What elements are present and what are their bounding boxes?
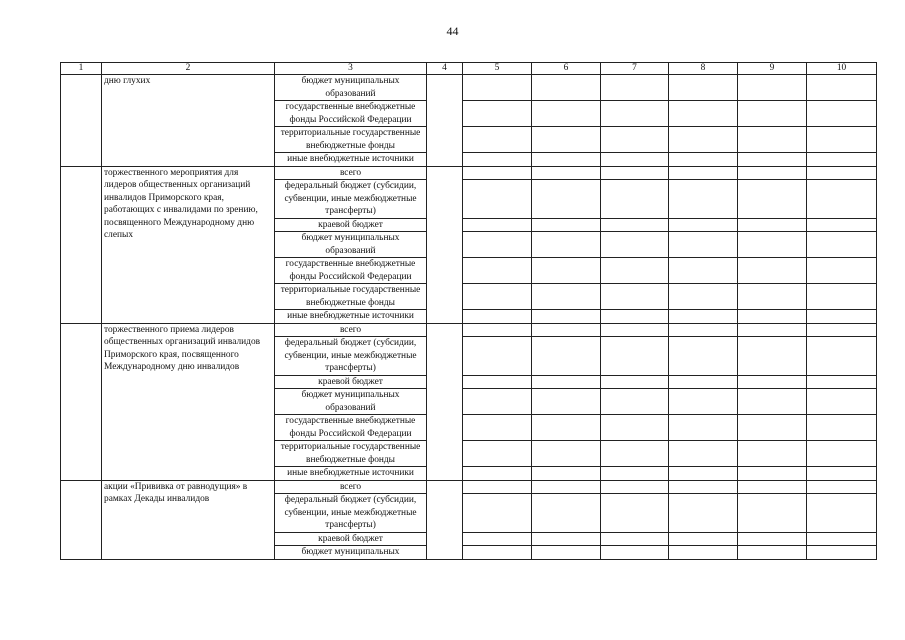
col1-cell: [61, 75, 102, 167]
value-cell: [738, 153, 807, 167]
funding-source-cell: краевой бюджет: [275, 532, 427, 546]
table-row: [61, 75, 877, 101]
page-number: 44: [446, 24, 459, 38]
value-cell: [532, 218, 601, 232]
value-cell: [601, 480, 669, 494]
value-cell: [669, 101, 738, 127]
value-cell: [807, 153, 877, 167]
event-name-cell: дню глухих: [102, 75, 275, 167]
value-cell: [463, 218, 532, 232]
value-cell: [807, 310, 877, 324]
funding-source-cell: иные внебюджетные источники: [275, 153, 427, 167]
value-cell: [669, 75, 738, 101]
value-cell: [601, 323, 669, 337]
value-cell: [669, 232, 738, 258]
funding-source-cell: государственные внебюджетные фонды Российской Федерации: [275, 415, 427, 441]
value-cell: [669, 415, 738, 441]
value-cell: [601, 153, 669, 167]
value-cell: [738, 258, 807, 284]
value-cell: [738, 284, 807, 310]
value-cell: [463, 494, 532, 533]
value-cell: [669, 166, 738, 180]
value-cell: [669, 310, 738, 324]
value-cell: [738, 101, 807, 127]
value-cell: [463, 415, 532, 441]
value-cell: [532, 284, 601, 310]
value-cell: [463, 284, 532, 310]
value-cell: [669, 480, 738, 494]
value-cell: [601, 127, 669, 153]
value-cell: [807, 232, 877, 258]
value-cell: [463, 546, 532, 560]
col4-cell: [427, 75, 463, 167]
value-cell: [601, 375, 669, 389]
value-cell: [532, 310, 601, 324]
funding-source-cell: краевой бюджет: [275, 218, 427, 232]
funding-source-cell: бюджет муниципальных образований: [275, 389, 427, 415]
event-name-cell: торжественного приема лидеров общественных организаций инвалидов Приморского края, посвященного Международному дню инвалидов: [102, 323, 275, 480]
value-cell: [669, 127, 738, 153]
funding-source-cell: государственные внебюджетные фонды Российской Федерации: [275, 258, 427, 284]
value-cell: [532, 375, 601, 389]
value-cell: [601, 218, 669, 232]
value-cell: [738, 480, 807, 494]
value-cell: [532, 323, 601, 337]
value-cell: [601, 284, 669, 310]
value-cell: [532, 101, 601, 127]
value-cell: [463, 258, 532, 284]
table-row: [61, 480, 877, 494]
value-cell: [669, 441, 738, 467]
value-cell: [601, 532, 669, 546]
value-cell: [601, 415, 669, 441]
value-cell: [807, 323, 877, 337]
value-cell: [669, 180, 738, 219]
value-cell: [807, 532, 877, 546]
value-cell: [738, 127, 807, 153]
value-cell: [532, 258, 601, 284]
col1-cell: [61, 323, 102, 480]
funding-source-cell: территориальные государственные внебюджетные фонды: [275, 284, 427, 310]
value-cell: [807, 337, 877, 376]
value-cell: [532, 389, 601, 415]
funding-source-cell: федеральный бюджет (субсидии, субвенции, иные межбюджетные трансферты): [275, 180, 427, 219]
value-cell: [532, 232, 601, 258]
funding-source-cell: территориальные государственные внебюджетные фонды: [275, 441, 427, 467]
value-cell: [601, 180, 669, 219]
value-cell: [807, 127, 877, 153]
header-cell: 8: [669, 63, 738, 75]
value-cell: [601, 494, 669, 533]
value-cell: [738, 375, 807, 389]
value-cell: [669, 532, 738, 546]
value-cell: [601, 310, 669, 324]
value-cell: [463, 75, 532, 101]
value-cell: [532, 166, 601, 180]
value-cell: [738, 467, 807, 481]
value-cell: [807, 441, 877, 467]
header-cell: 6: [532, 63, 601, 75]
value-cell: [738, 532, 807, 546]
value-cell: [807, 467, 877, 481]
event-name-cell: акции «Прививка от равнодущия» в рамках Декады инвалидов: [102, 480, 275, 559]
value-cell: [807, 166, 877, 180]
value-cell: [463, 467, 532, 481]
funding-source-cell: иные внебюджетные источники: [275, 310, 427, 324]
value-cell: [807, 546, 877, 560]
value-cell: [532, 153, 601, 167]
col1-cell: [61, 166, 102, 323]
value-cell: [669, 467, 738, 481]
value-cell: [463, 323, 532, 337]
col1-cell: [61, 480, 102, 559]
value-cell: [807, 494, 877, 533]
header-cell: 4: [427, 63, 463, 75]
value-cell: [532, 127, 601, 153]
value-cell: [463, 375, 532, 389]
value-cell: [532, 532, 601, 546]
value-cell: [463, 101, 532, 127]
value-cell: [738, 494, 807, 533]
value-cell: [463, 337, 532, 376]
budget-table: [60, 62, 877, 560]
header-cell: 3: [275, 63, 427, 75]
value-cell: [601, 75, 669, 101]
value-cell: [601, 166, 669, 180]
value-cell: [807, 258, 877, 284]
header-row: [61, 63, 877, 75]
value-cell: [738, 337, 807, 376]
funding-source-cell: иные внебюджетные источники: [275, 467, 427, 481]
value-cell: [463, 441, 532, 467]
value-cell: [738, 166, 807, 180]
value-cell: [601, 546, 669, 560]
value-cell: [738, 218, 807, 232]
header-cell: 9: [738, 63, 807, 75]
value-cell: [669, 389, 738, 415]
value-cell: [532, 441, 601, 467]
value-cell: [738, 75, 807, 101]
col4-cell: [427, 323, 463, 480]
value-cell: [669, 258, 738, 284]
header-cell: 7: [601, 63, 669, 75]
value-cell: [807, 480, 877, 494]
header-cell: 5: [463, 63, 532, 75]
value-cell: [601, 467, 669, 481]
value-cell: [669, 546, 738, 560]
funding-source-cell: краевой бюджет: [275, 375, 427, 389]
value-cell: [807, 218, 877, 232]
value-cell: [532, 180, 601, 219]
table-row: [61, 166, 877, 180]
value-cell: [463, 153, 532, 167]
value-cell: [532, 415, 601, 441]
value-cell: [807, 389, 877, 415]
value-cell: [669, 337, 738, 376]
header-cell: 2: [102, 63, 275, 75]
value-cell: [738, 323, 807, 337]
value-cell: [669, 375, 738, 389]
funding-source-cell: всего: [275, 166, 427, 180]
value-cell: [601, 441, 669, 467]
value-cell: [738, 310, 807, 324]
value-cell: [463, 532, 532, 546]
value-cell: [601, 258, 669, 284]
value-cell: [532, 494, 601, 533]
event-name-cell: торжественного мероприятия для лидеров общественных организаций инвалидов Приморского края, работающих с инвалидами по зрению, посвященного Международному дню слепых: [102, 166, 275, 323]
value-cell: [532, 467, 601, 481]
table-body: [61, 63, 877, 560]
value-cell: [463, 480, 532, 494]
value-cell: [601, 232, 669, 258]
value-cell: [807, 180, 877, 219]
value-cell: [669, 494, 738, 533]
value-cell: [463, 127, 532, 153]
value-cell: [463, 310, 532, 324]
col4-cell: [427, 480, 463, 559]
value-cell: [601, 389, 669, 415]
funding-source-cell: всего: [275, 323, 427, 337]
value-cell: [463, 180, 532, 219]
value-cell: [807, 375, 877, 389]
header-cell: 10: [807, 63, 877, 75]
funding-source-cell: территориальные государственные внебюджетные фонды: [275, 127, 427, 153]
value-cell: [807, 75, 877, 101]
funding-source-cell: бюджет муниципальных образований: [275, 232, 427, 258]
value-cell: [738, 546, 807, 560]
value-cell: [738, 180, 807, 219]
funding-source-cell: всего: [275, 480, 427, 494]
table-row: [61, 323, 877, 337]
value-cell: [601, 101, 669, 127]
value-cell: [532, 75, 601, 101]
value-cell: [532, 546, 601, 560]
value-cell: [463, 232, 532, 258]
funding-source-cell: бюджет муниципальных образований: [275, 75, 427, 101]
value-cell: [738, 415, 807, 441]
value-cell: [463, 389, 532, 415]
col4-cell: [427, 166, 463, 323]
value-cell: [669, 218, 738, 232]
value-cell: [601, 337, 669, 376]
value-cell: [807, 415, 877, 441]
funding-source-cell: федеральный бюджет (субсидии, субвенции, иные межбюджетные трансферты): [275, 494, 427, 533]
funding-source-cell: бюджет муниципальных: [275, 546, 427, 560]
header-cell: 1: [61, 63, 102, 75]
value-cell: [532, 480, 601, 494]
value-cell: [669, 323, 738, 337]
value-cell: [463, 166, 532, 180]
value-cell: [807, 101, 877, 127]
funding-source-cell: федеральный бюджет (субсидии, субвенции, иные межбюджетные трансферты): [275, 337, 427, 376]
value-cell: [669, 153, 738, 167]
value-cell: [532, 337, 601, 376]
funding-source-cell: государственные внебюджетные фонды Российской Федерации: [275, 101, 427, 127]
value-cell: [669, 284, 738, 310]
value-cell: [738, 441, 807, 467]
value-cell: [738, 232, 807, 258]
value-cell: [738, 389, 807, 415]
value-cell: [807, 284, 877, 310]
